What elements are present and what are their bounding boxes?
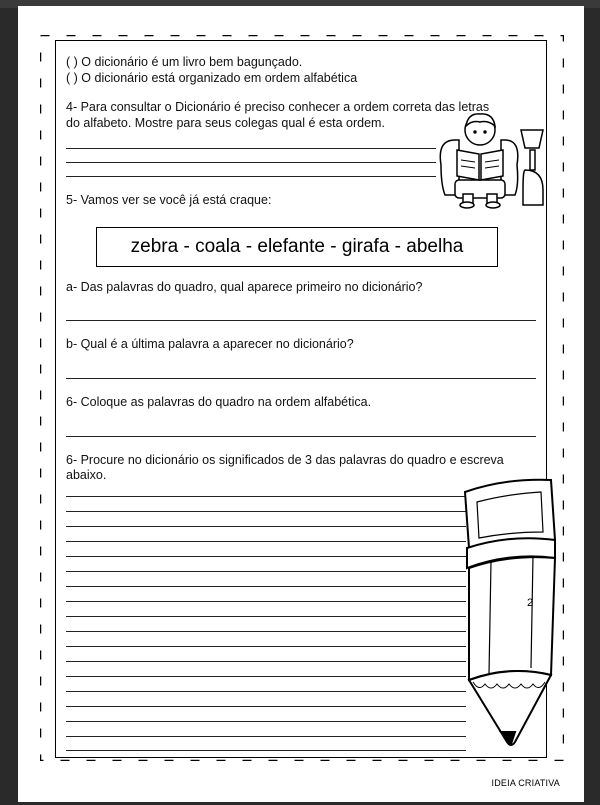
child-reading-illustration (433, 110, 545, 210)
q6b-line1: 6- Procure no dicionário os significados de 3 das palavras do quadro e escreva (66, 453, 504, 467)
answer-line[interactable] (66, 148, 436, 149)
option-2-text: O dicionário está organizado em ordem alfabética (81, 71, 358, 85)
q4-line2: do alfabeto. Mostre para seus colegas qual é esta ordem. (66, 116, 385, 130)
answer-line[interactable] (66, 721, 466, 722)
q5-text: 5- Vamos ver se você já está craque: (66, 193, 272, 207)
answer-line[interactable] (66, 661, 466, 662)
answer-line[interactable] (66, 320, 536, 321)
answer-line[interactable] (66, 526, 466, 527)
answer-line[interactable] (66, 436, 536, 437)
pencil-illustration (455, 470, 563, 755)
qa-text: a- Das palavras do quadro, qual aparece primeiro no dicionário? (66, 280, 423, 294)
answer-line[interactable] (66, 162, 436, 163)
option-2 (66, 71, 357, 86)
answer-line[interactable] (66, 631, 466, 632)
option-1-text: O dicionário é um livro bem bagunçado. (81, 55, 303, 69)
qb-text: b- Qual é a última palavra a aparecer no dicionário? (66, 337, 354, 351)
answer-line[interactable] (66, 378, 536, 379)
option-2-mark[interactable]: ( ) (66, 71, 78, 85)
answer-line[interactable] (66, 601, 466, 602)
answer-line[interactable] (66, 750, 466, 751)
answer-line[interactable] (66, 706, 466, 707)
answer-line[interactable] (66, 616, 466, 617)
answer-line[interactable] (66, 676, 466, 677)
word-box: zebra - coala - elefante - girafa - abelha (96, 227, 498, 267)
footer-brand: IDEIA CRIATIVA (491, 778, 560, 788)
answer-line[interactable] (66, 691, 466, 692)
q6a-text: 6- Coloque as palavras do quadro na ordem alfabética. (66, 395, 372, 409)
answer-line[interactable] (66, 556, 466, 557)
option-1 (66, 55, 302, 70)
answer-line[interactable] (66, 176, 436, 177)
answer-line[interactable] (66, 511, 466, 512)
answer-line[interactable] (66, 541, 466, 542)
option-1-mark[interactable]: ( ) (66, 55, 78, 69)
answer-line[interactable] (66, 586, 466, 587)
q6b-line2: abaixo. (66, 468, 107, 482)
pencil-number: 2 (527, 597, 534, 609)
answer-line[interactable] (66, 736, 466, 737)
answer-line[interactable] (66, 571, 466, 572)
q4-line1: 4- Para consultar o Dicionário é preciso conhecer a ordem correta das letras (66, 100, 490, 114)
answer-line[interactable] (66, 646, 466, 647)
answer-line[interactable] (66, 496, 466, 497)
